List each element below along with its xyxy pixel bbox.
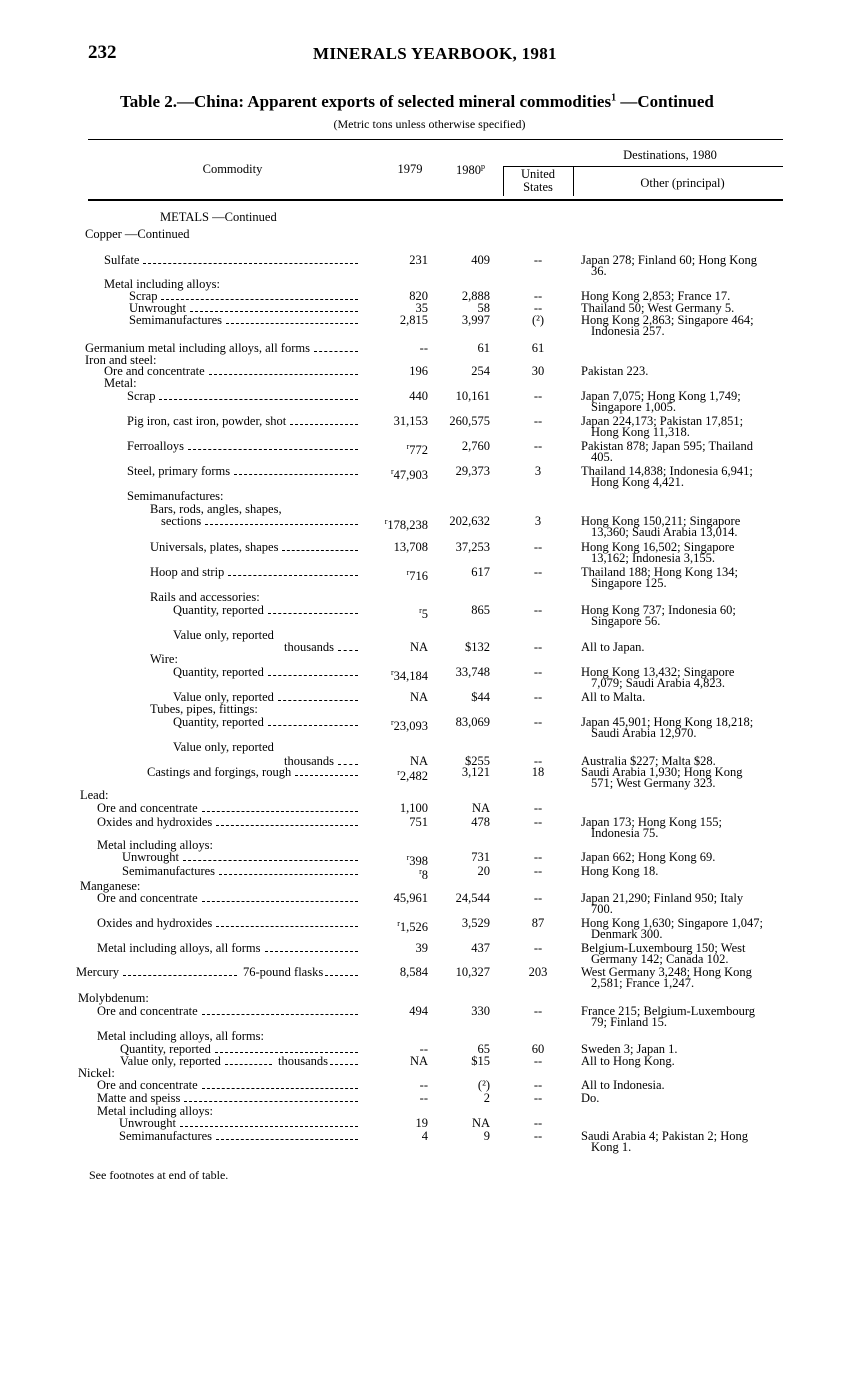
leader-dots: [268, 725, 358, 726]
value-1980: 29,373: [455, 464, 490, 478]
value-1980: 3,121: [461, 765, 490, 779]
value-united-states: --: [533, 439, 543, 453]
value-united-states: 3: [534, 514, 542, 528]
value-1979: --: [419, 1091, 428, 1105]
value-united-states: --: [533, 1129, 543, 1143]
row-label: Metal including alloys, all forms: [97, 941, 261, 955]
value-1979: 2,815: [399, 313, 428, 327]
leader-dots: [143, 263, 358, 264]
destination-other: Japan 278; Finland 60; Hong Kong: [581, 253, 758, 267]
row-label: Ore and concentrate: [97, 801, 198, 815]
value-1979: NA: [409, 640, 428, 654]
leader-dots: [234, 474, 358, 475]
value-1980: 61: [477, 341, 490, 355]
value-1979: $^r$1,526: [397, 919, 428, 935]
destination-other: Hong Kong 737; Indonesia 60;: [581, 603, 736, 617]
leader-dots: [188, 449, 358, 450]
value-united-states: --: [533, 754, 543, 768]
group-heading: Manganese:: [80, 879, 141, 893]
group-heading: Molybdenum:: [78, 991, 149, 1005]
row-label: thousands: [284, 754, 334, 768]
row-label: Steel, primary forms: [127, 464, 231, 478]
leader-dots: [180, 1126, 358, 1127]
value-united-states: --: [533, 864, 543, 878]
row-label: Semimanufactures: [122, 864, 216, 878]
row-label: Unwrought: [122, 850, 179, 864]
leader-dots: [205, 524, 358, 525]
value-1979: $^r$772: [406, 442, 428, 458]
destination-other: Hong Kong 18.: [581, 864, 659, 878]
leader-dots: [161, 299, 358, 300]
destination-other: Hong Kong 16,502; Singapore: [581, 540, 735, 554]
row-label: Sulfate: [104, 253, 140, 267]
leader-dots: [225, 1064, 272, 1065]
row-label: Ore and concentrate: [104, 364, 205, 378]
destination-other: Do.: [581, 1091, 600, 1105]
value-united-states: --: [533, 850, 543, 864]
destination-other: Hong Kong 13,432; Singapore: [581, 665, 735, 679]
group-heading: Metal including alloys:: [97, 838, 213, 852]
value-1980: 254: [471, 364, 490, 378]
row-label: Unwrought: [129, 301, 186, 315]
destination-other: Japan 7,075; Hong Kong 1,749;: [581, 389, 741, 403]
value-united-states: --: [533, 414, 543, 428]
value-1979: $^r$716: [406, 568, 428, 584]
destination-other: Australia $227; Malta $28.: [581, 754, 716, 768]
value-united-states: --: [533, 801, 543, 815]
value-1979: $^r$47,903: [390, 467, 428, 483]
leader-dots: [282, 550, 358, 551]
row-label: Ore and concentrate: [97, 1004, 198, 1018]
row-label: Ferroalloys: [127, 439, 184, 453]
value-1979: NA: [409, 754, 428, 768]
value-1979: 440: [409, 389, 428, 403]
value-united-states: --: [533, 603, 543, 617]
destination-other: Hong Kong 2,853; France 17.: [581, 289, 731, 303]
destination-other: 13,162; Indonesia 3,155.: [591, 551, 715, 565]
destination-other: Indonesia 257.: [591, 324, 665, 338]
value-united-states: --: [533, 891, 543, 905]
value-1980: 409: [471, 253, 490, 267]
value-1980: 330: [471, 1004, 490, 1018]
group-heading: Tubes, pipes, fittings:: [150, 702, 258, 716]
leader-dots: [159, 399, 358, 400]
value-united-states: 60: [531, 1042, 545, 1056]
revised-mark: r: [397, 768, 400, 777]
row-label: sections: [161, 514, 202, 528]
section-heading: METALS —Continued: [160, 210, 277, 224]
value-1979: 35: [415, 301, 428, 315]
group-heading: Iron and steel:: [85, 353, 157, 367]
row-label: Pig iron, cast iron, powder, shot: [127, 414, 287, 428]
value-1979: 820: [409, 289, 428, 303]
value-1980: 731: [471, 850, 490, 864]
value-united-states: --: [533, 253, 543, 267]
value-united-states: --: [533, 301, 543, 315]
destination-other: Thailand 14,838; Indonesia 6,941;: [581, 464, 753, 478]
value-1980: 2,888: [461, 289, 490, 303]
leader-dots: [226, 323, 358, 324]
value-1980: $132: [465, 640, 490, 654]
leader-dots: [216, 926, 358, 927]
value-united-states: --: [533, 665, 543, 679]
destination-other: Hong Kong 4,421.: [591, 475, 685, 489]
row-label: Quantity, reported: [173, 715, 264, 729]
group-heading: Metal including alloys:: [97, 1104, 213, 1118]
leader-dots: [325, 975, 358, 976]
group-heading: Metal:: [104, 376, 137, 390]
value-1979: 8,584: [399, 965, 428, 979]
destination-other: Saudi Arabia 12,970.: [591, 726, 697, 740]
leader-dots: [202, 901, 358, 902]
leader-dots: [219, 874, 358, 875]
header-other-principal: Other (principal): [640, 176, 725, 190]
group-heading: Copper —Continued: [85, 227, 190, 241]
value-1980: 478: [471, 815, 490, 829]
value-1979: $^r$2,482: [397, 768, 428, 784]
value-1979: --: [419, 341, 428, 355]
value-1980: $44: [471, 690, 490, 704]
destination-other: Kong 1.: [591, 1140, 632, 1154]
leader-dots: [314, 351, 358, 352]
header-commodity: Commodity: [202, 162, 263, 176]
value-united-states: 61: [531, 341, 545, 355]
row-label: Oxides and hydroxides: [97, 916, 213, 930]
value-1980: 617: [471, 565, 490, 579]
group-heading: Nickel:: [78, 1066, 115, 1080]
table-title-tail: —Continued: [616, 92, 714, 111]
row-label: Quantity, reported: [173, 665, 264, 679]
leader-dots: [295, 775, 358, 776]
destination-other: Saudi Arabia 1,930; Hong Kong: [581, 765, 743, 779]
destination-other: Singapore 1,005.: [591, 400, 677, 414]
destination-other: Pakistan 878; Japan 595; Thailand: [581, 439, 753, 453]
page-number: 232: [88, 42, 117, 63]
destination-other: Singapore 56.: [591, 614, 661, 628]
group-heading: Value only, reported: [173, 740, 274, 754]
value-1980: 65: [477, 1042, 490, 1056]
value-united-states: 18: [531, 765, 545, 779]
destination-other: Japan 21,290; Finland 950; Italy: [581, 891, 744, 905]
value-1979: 31,153: [393, 414, 428, 428]
value-1979: $^r$178,238: [384, 517, 428, 533]
destination-other: Singapore 125.: [591, 576, 667, 590]
value-1980: 58: [477, 301, 490, 315]
row-label: Germanium metal including alloys, all forms: [85, 341, 310, 355]
row-label: Universals, plates, shapes: [150, 540, 279, 554]
value-united-states: 3: [534, 464, 542, 478]
header-destinations: Destinations, 1980: [623, 148, 717, 162]
value-1980: 865: [471, 603, 490, 617]
value-united-states: --: [533, 1078, 543, 1092]
value-1979: 751: [409, 815, 428, 829]
destination-other: All to Hong Kong.: [581, 1054, 675, 1068]
revised-mark: r: [390, 668, 394, 677]
destination-other: Hong Kong 150,211; Singapore: [581, 514, 741, 528]
row-label: Ore and concentrate: [97, 891, 198, 905]
revised-mark: r: [406, 568, 410, 577]
value-united-states: --: [533, 1054, 543, 1068]
running-head: MINERALS YEARBOOK, 1981: [313, 44, 557, 63]
destination-other: 571; West Germany 323.: [591, 776, 716, 790]
destination-other: 36.: [591, 264, 607, 278]
group-heading: Metal including alloys, all forms:: [97, 1029, 264, 1043]
value-united-states: 203: [528, 965, 548, 979]
value-1980: 24,544: [455, 891, 490, 905]
leader-dots: [330, 1064, 358, 1065]
value-1980: 20: [477, 864, 490, 878]
row-label: Castings and forgings, rough: [147, 765, 292, 779]
value-1980: 37,253: [455, 540, 490, 554]
leader-dots: [184, 1101, 358, 1102]
row-label: Scrap: [127, 389, 156, 403]
destination-other: Germany 142; Canada 102.: [591, 952, 729, 966]
destination-other: Japan 45,901; Hong Kong 18,218;: [581, 715, 754, 729]
revised-mark: r: [384, 517, 388, 526]
destination-other: Hong Kong 11,318.: [591, 425, 690, 439]
destination-other: France 215; Belgium-Luxembourg: [581, 1004, 756, 1018]
table-subtitle: (Metric tons unless otherwise specified): [333, 117, 526, 131]
leader-dots: [216, 825, 358, 826]
destination-other: Japan 224,173; Pakistan 17,851;: [581, 414, 744, 428]
row-label: Unwrought: [119, 1116, 176, 1130]
value-1979: --: [419, 1042, 428, 1056]
group-heading: Wire:: [150, 652, 178, 666]
header-bottom-rule: [88, 199, 783, 201]
value-united-states: --: [533, 941, 543, 955]
header-1980-mark: p: [481, 162, 485, 171]
revised-mark: r: [390, 467, 394, 476]
value-united-states: --: [533, 1091, 543, 1105]
value-united-states: --: [533, 289, 543, 303]
header-1980-text: 1980: [456, 163, 481, 178]
row-label: Scrap: [129, 289, 158, 303]
leader-dots: [183, 860, 358, 861]
value-1980: 10,327: [455, 965, 490, 979]
destination-other: All to Indonesia.: [581, 1078, 665, 1092]
value-1979: $^r$5: [419, 606, 428, 622]
value-1979: $^r$34,184: [390, 668, 428, 684]
destination-other: Thailand 188; Hong Kong 134;: [581, 565, 738, 579]
value-1979: 494: [409, 1004, 428, 1018]
row-unit-label: thousands: [278, 1054, 328, 1068]
leader-dots: [209, 374, 358, 375]
row-label: Mercury: [76, 965, 120, 979]
destination-other: 13,360; Saudi Arabia 13,014.: [591, 525, 738, 539]
value-1980: 437: [471, 941, 490, 955]
header-1980: [443, 162, 498, 178]
value-united-states: 30: [531, 364, 545, 378]
value-1980: (²): [477, 1078, 490, 1092]
destination-other: Thailand 50; West Germany 5.: [581, 301, 735, 315]
group-heading: Lead:: [80, 788, 109, 802]
destination-other: All to Japan.: [581, 640, 645, 654]
row-label: Quantity, reported: [173, 603, 264, 617]
row-label: Value only, reported: [120, 1054, 221, 1068]
leader-dots: [338, 764, 358, 765]
group-heading: Bars, rods, angles, shapes,: [150, 502, 282, 516]
row-label: Matte and speiss: [97, 1091, 181, 1105]
value-1979: 196: [409, 364, 428, 378]
leader-dots: [215, 1052, 358, 1053]
destination-other: 2,581; France 1,247.: [591, 976, 695, 990]
value-1980: 2,760: [461, 439, 490, 453]
leader-dots: [202, 1014, 358, 1015]
destination-other: All to Malta.: [581, 690, 646, 704]
value-1980: 9: [483, 1129, 490, 1143]
row-label: Quantity, reported: [120, 1042, 211, 1056]
leader-dots: [216, 1139, 358, 1140]
value-1980: 3,997: [461, 313, 490, 327]
revised-mark: r: [390, 718, 394, 727]
leader-dots: [268, 675, 358, 676]
group-heading: Metal including alloys:: [104, 277, 220, 291]
value-1979: 45,961: [393, 891, 428, 905]
value-united-states: --: [533, 815, 543, 829]
row-label: Semimanufactures: [129, 313, 223, 327]
value-1980: $255: [465, 754, 490, 768]
value-1979: 4: [421, 1129, 428, 1143]
footnote: See footnotes at end of table.: [89, 1168, 229, 1182]
leader-dots: [338, 650, 358, 651]
value-1980: NA: [471, 801, 490, 815]
destination-other: 405.: [591, 450, 613, 464]
leader-dots: [278, 700, 358, 701]
header-top-rule: [88, 139, 783, 140]
value-united-states: 87: [531, 916, 545, 930]
value-united-states: --: [533, 565, 543, 579]
destination-other: Sweden 3; Japan 1.: [581, 1042, 678, 1056]
group-heading: Semimanufactures:: [127, 489, 224, 503]
header-1979: 1979: [397, 162, 423, 176]
leader-dots: [290, 424, 358, 425]
destination-other: Japan 173; Hong Kong 155;: [581, 815, 722, 829]
revised-mark: r: [419, 606, 422, 615]
leader-dots: [190, 311, 358, 312]
table-title-footnote-mark: 1: [611, 92, 617, 104]
value-1980: 3,529: [461, 916, 490, 930]
revised-mark: r: [419, 867, 422, 876]
value-1979: 19: [415, 1116, 428, 1130]
destination-other: Denmark 300.: [591, 927, 663, 941]
value-1979: --: [419, 1078, 428, 1092]
leader-dots: [228, 575, 358, 576]
group-heading: Value only, reported: [173, 628, 274, 642]
group-heading: Rails and accessories:: [150, 590, 260, 604]
value-1980: 10,161: [455, 389, 490, 403]
row-label: Ore and concentrate: [97, 1078, 198, 1092]
destination-other: Indonesia 75.: [591, 826, 659, 840]
value-1980: $15: [471, 1054, 490, 1068]
leader-dots: [202, 811, 358, 812]
value-united-states: --: [533, 1004, 543, 1018]
value-1980: 2: [483, 1091, 490, 1105]
revised-mark: r: [406, 853, 410, 862]
row-label: Hoop and strip: [150, 565, 225, 579]
destination-other: Belgium-Luxembourg 150; West: [581, 941, 746, 955]
value-1979: $^r$8: [419, 867, 428, 883]
value-1979: 39: [415, 941, 428, 955]
value-united-states: --: [533, 389, 543, 403]
value-united-states: --: [533, 1116, 543, 1130]
destination-other: 7,079; Saudi Arabia 4,823.: [591, 676, 726, 690]
destination-other: Saudi Arabia 4; Pakistan 2; Hong: [581, 1129, 748, 1143]
value-1979: NA: [409, 1054, 428, 1068]
value-1979: 13,708: [393, 540, 428, 554]
leader-dots: [202, 1088, 358, 1089]
destination-other: 79; Finland 15.: [591, 1015, 668, 1029]
value-1980: 202,632: [449, 514, 490, 528]
value-united-states: --: [533, 640, 543, 654]
header-united-states: United States: [520, 167, 556, 194]
destination-other: Japan 662; Hong Kong 69.: [581, 850, 716, 864]
header-divider-2: [573, 166, 574, 196]
revised-mark: r: [406, 442, 410, 451]
header-divider-1: [503, 166, 504, 196]
value-united-states: --: [533, 690, 543, 704]
row-unit-label: 76-pound flasks: [243, 965, 324, 979]
value-1979: 1,100: [399, 801, 428, 815]
row-label: Semimanufactures: [119, 1129, 213, 1143]
value-1979: $^r$398: [406, 853, 428, 869]
value-1979: NA: [409, 690, 428, 704]
value-1980: 260,575: [449, 414, 490, 428]
row-label: thousands: [284, 640, 334, 654]
value-1980: NA: [471, 1116, 490, 1130]
destination-other: Pakistan 223.: [581, 364, 649, 378]
revised-mark: r: [397, 919, 400, 928]
value-1980: 33,748: [455, 665, 490, 679]
value-united-states: (²): [531, 313, 545, 327]
row-label: Oxides and hydroxides: [97, 815, 213, 829]
table-title-text: Table 2.—China: Apparent exports of selected mineral commodities: [120, 92, 612, 111]
leader-dots: [265, 951, 358, 952]
leader-dots: [268, 613, 358, 614]
destination-other: Hong Kong 2,863; Singapore 464;: [581, 313, 754, 327]
value-1980: 83,069: [455, 715, 490, 729]
destination-other: West Germany 3,248; Hong Kong: [581, 965, 752, 979]
value-united-states: --: [533, 540, 543, 554]
value-united-states: --: [533, 715, 543, 729]
value-1979: $^r$23,093: [390, 718, 428, 734]
table-title: [120, 92, 714, 112]
row-label: Value only, reported: [173, 690, 274, 704]
leader-dots: [123, 975, 237, 976]
destination-other: 700.: [591, 902, 613, 916]
destination-other: Hong Kong 1,630; Singapore 1,047;: [581, 916, 763, 930]
value-1979: 231: [409, 253, 428, 267]
